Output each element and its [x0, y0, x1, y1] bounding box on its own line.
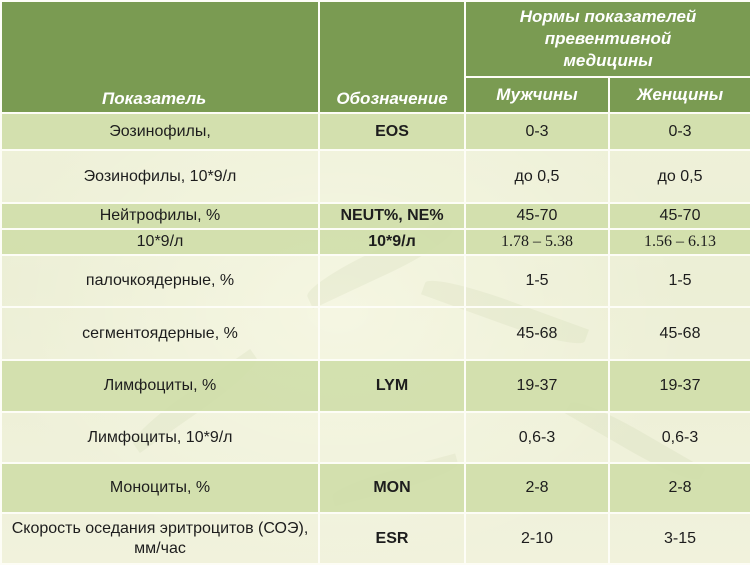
- cell-women: 45-68: [609, 307, 750, 360]
- cell-indicator: палочкоядерные, %: [1, 255, 319, 307]
- cell-indicator: Скорость оседания эритроцитов (СОЭ), мм/час: [1, 513, 319, 564]
- cell-indicator: Нейтрофилы, %: [1, 203, 319, 229]
- header-men: Мужчины: [465, 77, 609, 113]
- cell-indicator: Моноциты, %: [1, 463, 319, 513]
- cell-code: NEUT%, NE%: [319, 203, 465, 229]
- table-row: [1, 463, 750, 513]
- cell-men: 1.78 – 5.38: [465, 229, 609, 255]
- table-row: [1, 307, 750, 360]
- header-indicator: Показатель: [1, 1, 319, 113]
- cell-indicator: Лимфоциты, 10*9/л: [1, 412, 319, 463]
- cell-indicator: 10*9/л: [1, 229, 319, 255]
- cell-indicator: Эозинофилы, 10*9/л: [1, 150, 319, 203]
- table-row: [1, 229, 750, 255]
- cell-women: до 0,5: [609, 150, 750, 203]
- header-norms-group: Нормы показателей превентивной медицины: [465, 1, 750, 77]
- cell-women: 45-70: [609, 203, 750, 229]
- table-row: [1, 360, 750, 412]
- cell-men: 0,6-3: [465, 412, 609, 463]
- table-row: [1, 513, 750, 564]
- cell-men: 45-70: [465, 203, 609, 229]
- cell-men: до 0,5: [465, 150, 609, 203]
- cell-men: 45-68: [465, 307, 609, 360]
- cell-code: 10*9/л: [319, 229, 465, 255]
- cell-code: [319, 307, 465, 360]
- cell-women: 19-37: [609, 360, 750, 412]
- cell-men: 2-8: [465, 463, 609, 513]
- cell-men: 19-37: [465, 360, 609, 412]
- table-row: [1, 203, 750, 229]
- cell-code: [319, 150, 465, 203]
- header-code: Обозначение: [319, 1, 465, 113]
- cell-indicator: Эозинофилы,: [1, 113, 319, 150]
- header-women: Женщины: [609, 77, 750, 113]
- table-row: [1, 412, 750, 463]
- table-row: [1, 150, 750, 203]
- cell-women: 1-5: [609, 255, 750, 307]
- cell-indicator: сегментоядерные, %: [1, 307, 319, 360]
- cell-men: 2-10: [465, 513, 609, 564]
- cell-code: [319, 412, 465, 463]
- cell-code: MON: [319, 463, 465, 513]
- cell-women: 0-3: [609, 113, 750, 150]
- cell-code: ESR: [319, 513, 465, 564]
- cell-indicator: Лимфоциты, %: [1, 360, 319, 412]
- cell-code: LYM: [319, 360, 465, 412]
- table-row: [1, 113, 750, 150]
- cell-code: EOS: [319, 113, 465, 150]
- table-row: [1, 255, 750, 307]
- cell-women: 2-8: [609, 463, 750, 513]
- cell-code: [319, 255, 465, 307]
- cell-women: 3-15: [609, 513, 750, 564]
- cell-men: 1-5: [465, 255, 609, 307]
- cell-women: 0,6-3: [609, 412, 750, 463]
- cell-women: 1.56 – 6.13: [609, 229, 750, 255]
- cell-men: 0-3: [465, 113, 609, 150]
